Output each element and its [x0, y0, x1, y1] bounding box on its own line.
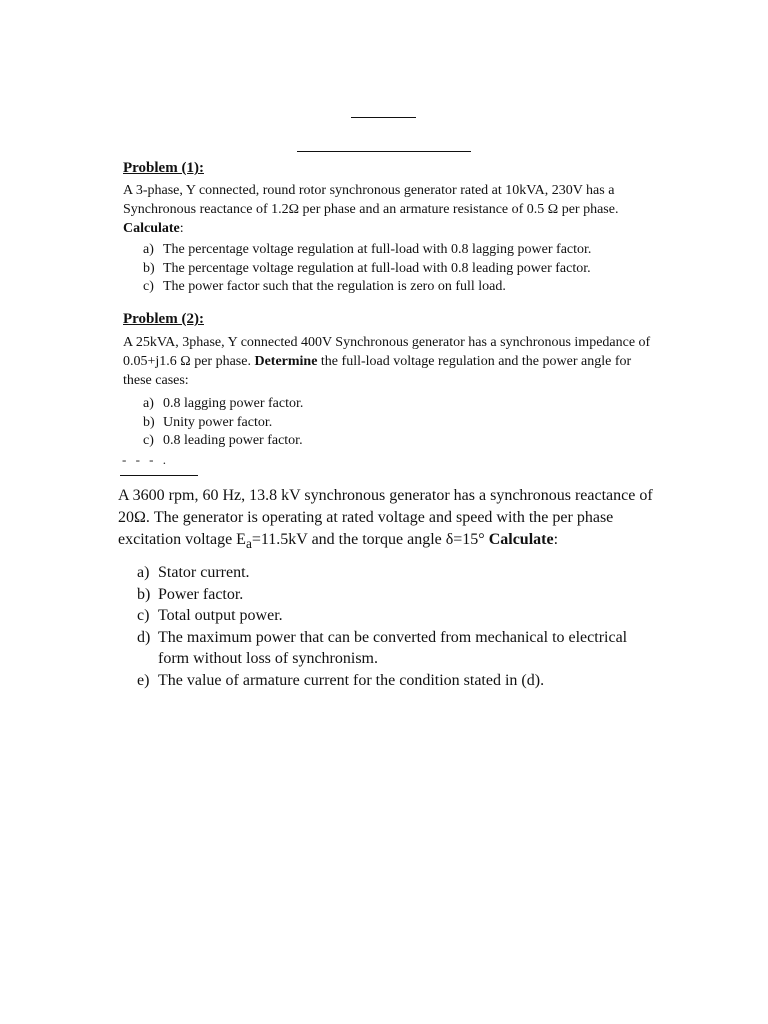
problem-3: [118, 485, 653, 691]
problem-2-heading: Problem (2):: [123, 311, 204, 327]
list-marker: b): [143, 260, 155, 276]
problem-2-items: [123, 395, 653, 451]
problem-3-statement: [118, 485, 653, 555]
problem-3-keyword: Calculate: [488, 531, 554, 548]
list-item: [143, 414, 653, 433]
problem-3-subscript: a: [245, 536, 252, 552]
list-marker: c): [143, 279, 154, 294]
list-item-text: The value of armature current for the condition stated in (d).: [158, 671, 545, 689]
list-item: [137, 584, 653, 606]
list-item: [143, 395, 653, 414]
list-marker: a): [137, 564, 150, 582]
list-item: [143, 260, 653, 279]
problem-3-text-end: :: [553, 531, 559, 548]
problem-2-keyword: Determine: [254, 354, 318, 369]
list-item-text: Stator current.: [158, 564, 250, 582]
list-marker: b): [137, 585, 151, 603]
problem-1: [123, 159, 653, 297]
problem-3-text: A 3600 rpm, 60 Hz, 13.8 kV synchronous generator has a synchronous reactance of 20Ω. The generator is operating at rated voltage and speed with the per phase excitation voltage E: [118, 487, 653, 548]
list-marker: a): [143, 242, 154, 257]
list-item-text: 0.8 lagging power factor.: [163, 396, 304, 411]
problem-1-statement: [123, 181, 653, 238]
problem-1-items: [123, 241, 653, 297]
problem-2-statement: [123, 333, 653, 390]
problem-2-text-end: the full-load voltage regulation and the power angle for these cases:: [123, 354, 632, 388]
list-marker: c): [143, 433, 154, 448]
problem-2-text: A 25kVA, 3phase, Y connected 400V Synchronous generator has a synchronous impedance of 0.05+j1.6 Ω per phase.: [123, 335, 651, 369]
list-item: [137, 562, 653, 584]
list-marker: d): [137, 628, 151, 646]
list-item-text: The maximum power that can be converted from mechanical to electrical form without loss of synchronism.: [158, 628, 628, 668]
list-item-text: Total output power.: [158, 607, 283, 625]
list-item-text: Unity power factor.: [163, 414, 273, 430]
list-item: [143, 278, 653, 297]
list-item-text: Power factor.: [158, 585, 244, 603]
clipped-heading-fragment: - - - .: [122, 455, 169, 465]
list-marker: a): [143, 396, 154, 411]
list-marker: b): [143, 414, 155, 430]
problem-3-heading-underline: [120, 475, 198, 476]
problem-1-text: A 3-phase, Y connected, round rotor synchronous generator rated at 10kVA, 230V has a Synchronous reactance of 1.2Ω per phase and an armature resistance of 0.5 Ω per phase.: [123, 183, 619, 217]
list-marker: e): [137, 671, 150, 689]
problem-3-text-middle: =11.5kV and the torque angle δ=15°: [251, 531, 489, 548]
list-item-text: The percentage voltage regulation at full-load with 0.8 leading power factor.: [163, 260, 591, 276]
list-item: [137, 605, 653, 627]
problem-3-items: [118, 562, 653, 691]
list-item: [143, 432, 653, 451]
subtitle-underline: [297, 151, 471, 152]
list-item: [143, 241, 653, 260]
problem-1-keyword: Calculate: [123, 221, 180, 236]
problem-1-heading: Problem (1):: [123, 160, 204, 176]
problem-2: [123, 310, 653, 451]
title-underline: [351, 117, 416, 118]
problem-1-text-end: :: [179, 221, 184, 236]
list-item-text: 0.8 leading power factor.: [163, 433, 303, 448]
list-item: [137, 670, 653, 692]
list-item: [137, 627, 653, 670]
list-item-text: The power factor such that the regulation is zero on full load.: [163, 279, 506, 294]
list-item-text: The percentage voltage regulation at full-load with 0.8 lagging power factor.: [163, 242, 592, 257]
list-marker: c): [137, 607, 150, 625]
